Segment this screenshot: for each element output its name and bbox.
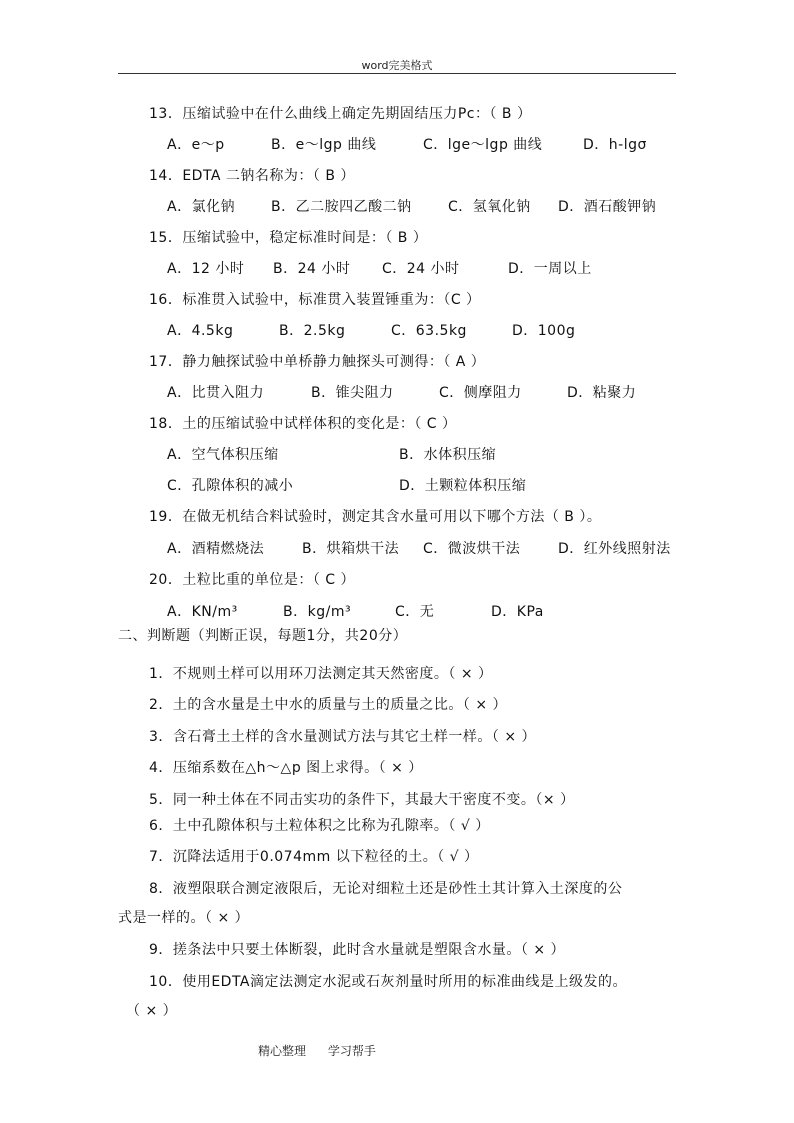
option-a: A．比贯入阻力 — [167, 385, 265, 401]
option-a: A．氯化钠 — [167, 199, 236, 215]
question-stem: 18．土的压缩试验中试样体积的变化是：（ C ） — [149, 416, 457, 432]
judgment-item: 7．沉降法适用于0.074mm 以下粒径的土。（ √ ） — [149, 849, 479, 865]
footer-right: 学习帮手 — [327, 1044, 376, 1058]
option-d: D．土颗粒体积压缩 — [399, 478, 527, 494]
option-d: D．一周以上 — [508, 261, 592, 277]
judgment-item: 9．搓条法中只要土体断裂，此时含水量就是塑限含水量。（ × ） — [149, 942, 566, 958]
option-c: C．微波烘干法 — [423, 541, 521, 557]
judgment-item: 8．液塑限联合测定液限后，无论对细粒土还是砂性土其计算入土深度的公 — [149, 881, 623, 897]
option-a: A．12 小时 — [167, 261, 245, 277]
question-stem: 17．静力触探试验中单桥静力触探头可测得：（ A ） — [149, 354, 486, 370]
option-c: C．孔隙体积的减小 — [167, 478, 294, 494]
option-d: D．KPa — [491, 604, 544, 620]
page-header: word完美格式 — [361, 59, 433, 72]
option-c: C．lge～lgp 曲线 — [423, 137, 543, 153]
option-b: B．乙二胺四乙酸二钠 — [271, 199, 412, 215]
section-title: 二、判断题（判断正误，每题1分，共20分） — [118, 628, 408, 644]
question-stem: 19．在做无机结合料试验时，测定其含水量可用以下哪个方法（ B ）。 — [149, 509, 602, 525]
judgment-item: 10．使用EDTA滴定法测定水泥或石灰剂量时所用的标准曲线是上级发的。 — [149, 974, 627, 990]
question-stem: 20．土粒比重的单位是：（ C ） — [149, 572, 355, 588]
option-c: C．侧摩阻力 — [439, 385, 522, 401]
page-footer — [258, 1042, 394, 1059]
judgment-item: 3．含石膏土土样的含水量测试方法与其它土样一样。（ × ） — [149, 729, 537, 745]
judgment-item: 2．土的含水量是土中水的质量与土的质量之比。（ × ） — [149, 697, 508, 713]
judgment-item: 1．不规则土样可以用环刀法测定其天然密度。（ × ） — [149, 666, 493, 682]
option-a: A．酒精燃烧法 — [167, 541, 265, 557]
option-b: B．锥尖阻力 — [311, 385, 394, 401]
judgment-continuation: （ × ） — [126, 1003, 178, 1019]
option-d: D．粘聚力 — [567, 385, 637, 401]
option-d: D．h-lgσ — [583, 137, 647, 153]
option-c: C．63.5kg — [391, 323, 467, 339]
question-stem: 15．压缩试验中，稳定标准时间是：（ B ） — [149, 230, 428, 246]
option-d: D．红外线照射法 — [558, 541, 671, 557]
option-b: B．24 小时 — [273, 261, 351, 277]
option-b: B．e～lgp 曲线 — [271, 137, 377, 153]
header-rule — [118, 73, 676, 74]
option-c: C．无 — [395, 604, 435, 620]
footer-left: 精心整理 — [258, 1044, 307, 1058]
option-b: B．水体积压缩 — [399, 447, 497, 463]
judgment-item: 6．土中孔隙体积与土粒体积之比称为孔隙率。（ √ ） — [149, 818, 490, 834]
judgment-item: 4．压缩系数在△h～△p 图上求得。（ × ） — [149, 760, 423, 776]
question-stem: 13．压缩试验中在什么曲线上确定先期固结压力Pc：（ B ） — [149, 106, 532, 122]
judgment-continuation: 式是一样的。（ × ） — [118, 910, 250, 926]
option-b: B．2.5kg — [279, 323, 346, 339]
option-d: D．100g — [512, 323, 576, 339]
option-c: C．氢氧化钠 — [448, 199, 531, 215]
question-stem: 16．标准贯入试验中，标准贯入装置锤重为：（C ） — [149, 292, 481, 308]
judgment-item: 5．同一种土体在不同击实功的条件下，其最大干密度不变。（× ） — [149, 792, 575, 808]
option-c: C．24 小时 — [382, 261, 460, 277]
option-b: B．烘箱烘干法 — [302, 541, 400, 557]
option-a: A．e～p — [167, 137, 225, 153]
option-a: A．KN/m³ — [167, 604, 238, 620]
option-d: D．酒石酸钾钠 — [558, 199, 657, 215]
question-stem: 14．EDTA 二钠名称为：（ B ） — [149, 168, 355, 184]
option-b: B．kg/m³ — [283, 604, 352, 620]
option-a: A．4.5kg — [167, 323, 234, 339]
option-a: A．空气体积压缩 — [167, 447, 279, 463]
